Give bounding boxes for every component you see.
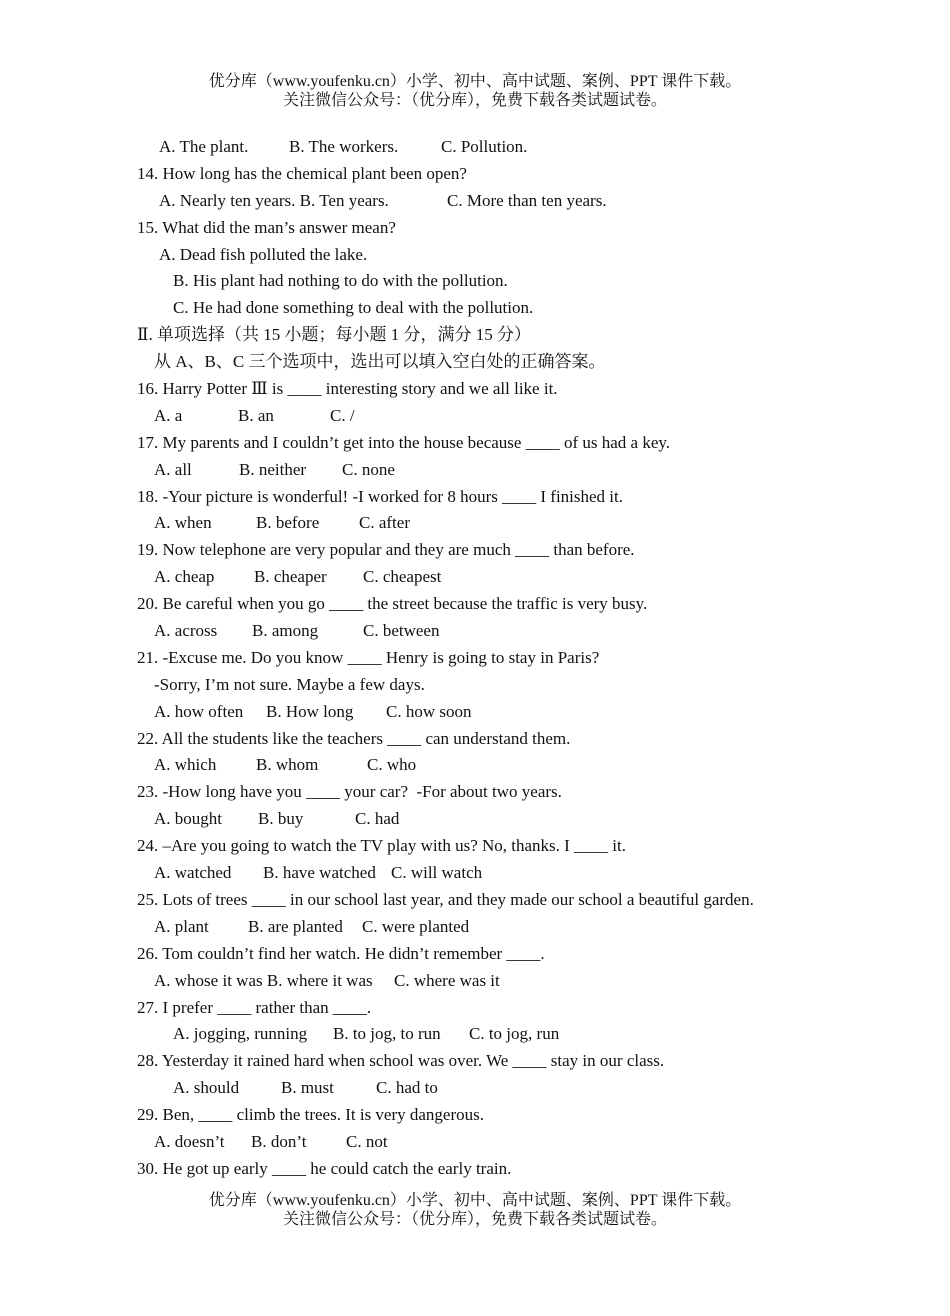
q25-options [137,914,837,941]
q15-option-c: C. He had done something to deal with the pollution. [173,298,534,318]
q19-option-a: A. cheap [154,567,215,587]
q26-option-c: C. where was it [394,970,500,990]
q25-option-b: B. are planted [248,916,343,936]
q24-option-b: B. have watched [263,863,376,883]
section-2-title: Ⅱ. 单项选择（共 15 小题；每小题 1 分，满分 15 分） [137,325,532,345]
header-line-1: 优分库（www.youfenku.cn）小学、初中、高中试题、案例、PPT 课件下载。 [208,73,742,90]
question-15: 15. What did the man’s answer mean? [137,217,396,237]
q28-option-a: A. should [173,1078,240,1098]
question-24: 24. –Are you going to watch the TV play with us? No, thanks. I ____ it. [137,836,627,856]
q25-option-a: A. plant [154,916,209,936]
q13-option-b: B. The workers. [289,137,399,156]
q22-option-a: A. which [154,755,217,775]
q19-options [137,564,837,591]
q18-options [137,510,837,537]
question-28: 28. Yesterday it rained hard when school was over. We ____ stay in our class. [137,1051,665,1071]
q26-option-ab: A. whose it was B. where it was [154,970,373,990]
footer-line-1: 优分库（www.youfenku.cn）小学、初中、高中试题、案例、PPT 课件下载。 [208,1192,742,1209]
question-14: 14. How long has the chemical plant been open? [137,163,467,183]
section-2-instruction: 从 A、B、C 三个选项中，选出可以填入空白处的正确答案。 [154,352,606,372]
q24-option-a: A. watched [154,863,232,883]
q14-option-ab: A. Nearly ten years. B. Ten years. [159,190,389,210]
q24-options [137,860,837,887]
q13-option-a: A. The plant. [159,137,249,156]
question-23: 23. -How long have you ____ your car? -For about two years. [137,782,562,802]
q21-answer-line: -Sorry, I’m not sure. Maybe a few days. [154,674,425,694]
footer-line-2: 关注微信公众号：（优分库），免费下载各类试题试卷。 [282,1211,667,1228]
question-30: 30. He got up early ____ he could catch the early train. [137,1158,512,1178]
q13-option-c: C. Pollution. [441,137,528,156]
q23-option-a: A. bought [154,809,222,829]
q18-option-a: A. when [154,513,212,533]
q17-option-b: B. neither [239,459,307,479]
q15-option-a: A. Dead fish polluted the lake. [159,244,368,264]
question-20: 20. Be careful when you go ____ the street because the traffic is very busy. [137,594,648,614]
page-header [0,72,950,110]
question-16: 16. Harry Potter Ⅲ is ____ interesting story and we all like it. [137,379,558,399]
q20-option-a: A. across [154,621,218,641]
header-line-2: 关注微信公众号：（优分库），免费下载各类试题试卷。 [282,92,667,109]
q24-option-c: C. will watch [391,863,483,883]
q20-option-b: B. among [252,621,319,641]
q26-options [137,968,837,995]
question-21: 21. -Excuse me. Do you know ____ Henry is going to stay in Paris? [137,647,600,667]
q21-options [137,699,837,726]
q27-options [137,1021,837,1048]
q28-option-b: B. must [281,1078,334,1098]
q23-option-b: B. buy [258,809,304,829]
q17-option-a: A. all [154,459,192,479]
q21-option-c: C. how soon [386,701,472,721]
question-17: 17. My parents and I couldn’t get into the house because ____ of us had a key. [137,432,671,452]
q16-option-b: B. an [238,405,274,425]
q21-option-b: B. How long [266,701,354,721]
question-22: 22. All the students like the teachers ____ can understand them. [137,728,571,748]
question-27: 27. I prefer ____ rather than ____. [137,997,372,1017]
q23-option-c: C. had [355,809,400,829]
q18-option-b: B. before [256,513,320,533]
q13-options [137,134,837,161]
q27-option-b: B. to jog, to run [333,1024,441,1044]
q28-options [137,1075,837,1102]
question-18: 18. -Your picture is wonderful! -I worked for 8 hours ____ I finished it. [137,486,623,506]
q27-option-c: C. to jog, run [469,1024,560,1044]
q16-option-a: A. a [154,405,183,425]
q20-option-c: C. between [363,621,440,641]
q21-option-a: A. how often [154,701,244,721]
q17-options [137,457,837,484]
exam-content [137,134,837,1183]
page-footer [0,1191,950,1229]
question-29: 29. Ben, ____ climb the trees. It is very dangerous. [137,1105,485,1125]
q27-option-a: A. jogging, running [173,1024,308,1044]
q19-option-c: C. cheapest [363,567,442,587]
q28-option-c: C. had to [376,1078,438,1098]
question-25: 25. Lots of trees ____ in our school last year, and they made our school a beautiful garden. [137,889,754,909]
q14-options [137,188,837,215]
q22-options [137,752,837,779]
q23-options [137,806,837,833]
q29-option-c: C. not [346,1131,388,1151]
q29-option-a: A. doesn’t [154,1131,225,1151]
q17-option-c: C. none [342,459,395,479]
q15-option-b: B. His plant had nothing to do with the pollution. [173,271,508,291]
q19-option-b: B. cheaper [254,567,327,587]
question-19: 19. Now telephone are very popular and they are much ____ than before. [137,540,635,560]
q16-options [137,403,837,430]
question-26: 26. Tom couldn’t find her watch. He didn’t remember ____. [137,943,545,963]
q29-options [137,1129,837,1156]
q22-option-c: C. who [367,755,417,775]
q18-option-c: C. after [359,513,410,533]
q20-options [137,618,837,645]
q25-option-c: C. were planted [362,916,470,936]
q14-option-c: C. More than ten years. [447,190,607,210]
q29-option-b: B. don’t [251,1131,307,1151]
q16-option-c: C. / [330,405,355,425]
q22-option-b: B. whom [256,755,319,775]
